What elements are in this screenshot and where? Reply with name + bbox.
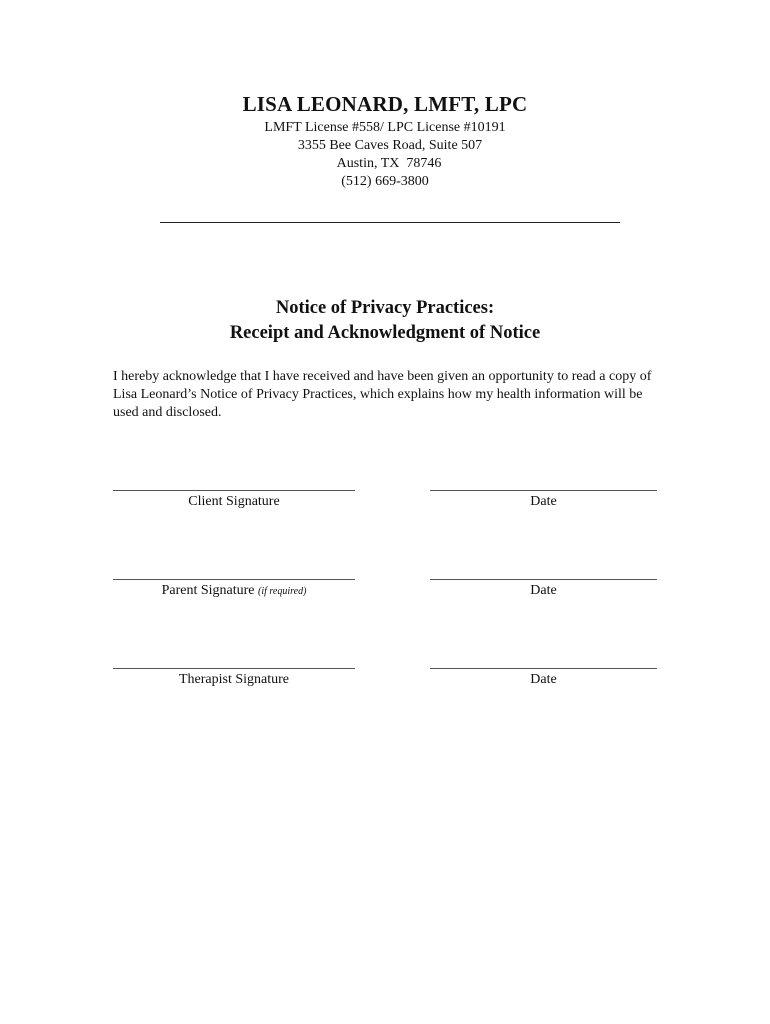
parent-signature-label: Parent Signature	[161, 583, 255, 598]
parent-signature-field[interactable]	[113, 579, 355, 599]
practitioner-name: LISA LEONARD, LMFT, LPC	[242, 92, 528, 116]
license-line: LMFT License #558/ LPC License #10191	[264, 120, 506, 135]
city-state-zip: Austin, TX 78746	[336, 156, 442, 171]
notice-title	[0, 296, 770, 346]
therapist-date-label: Date	[530, 672, 557, 687]
therapist-signature-field[interactable]	[113, 668, 355, 688]
client-signature-label: Client Signature	[188, 494, 280, 509]
notice-title-line-1: Notice of Privacy Practices:	[275, 298, 495, 318]
letterhead-divider	[160, 222, 620, 223]
client-date-field[interactable]	[430, 490, 657, 510]
phone-number: (512) 669-3800	[341, 174, 429, 189]
parent-date-field[interactable]	[430, 579, 657, 599]
therapist-date-field[interactable]	[430, 668, 657, 688]
parent-date-label: Date	[530, 583, 557, 598]
client-signature-field[interactable]	[113, 490, 355, 510]
parent-signature-note: (if required)	[258, 586, 307, 597]
therapist-signature-label: Therapist Signature	[178, 672, 290, 687]
letterhead	[0, 92, 770, 191]
notice-title-line-2: Receipt and Acknowledgment of Notice	[229, 323, 541, 343]
client-date-label: Date	[530, 494, 557, 509]
street-address: 3355 Bee Caves Road, Suite 507	[297, 138, 483, 153]
acknowledgment-text: I hereby acknowledge that I have received and have been given an opportunity to read a copy of Lisa Leonard’s Notice of Privacy Practices, which explains how my health information will be used and disclosed.	[113, 369, 652, 420]
